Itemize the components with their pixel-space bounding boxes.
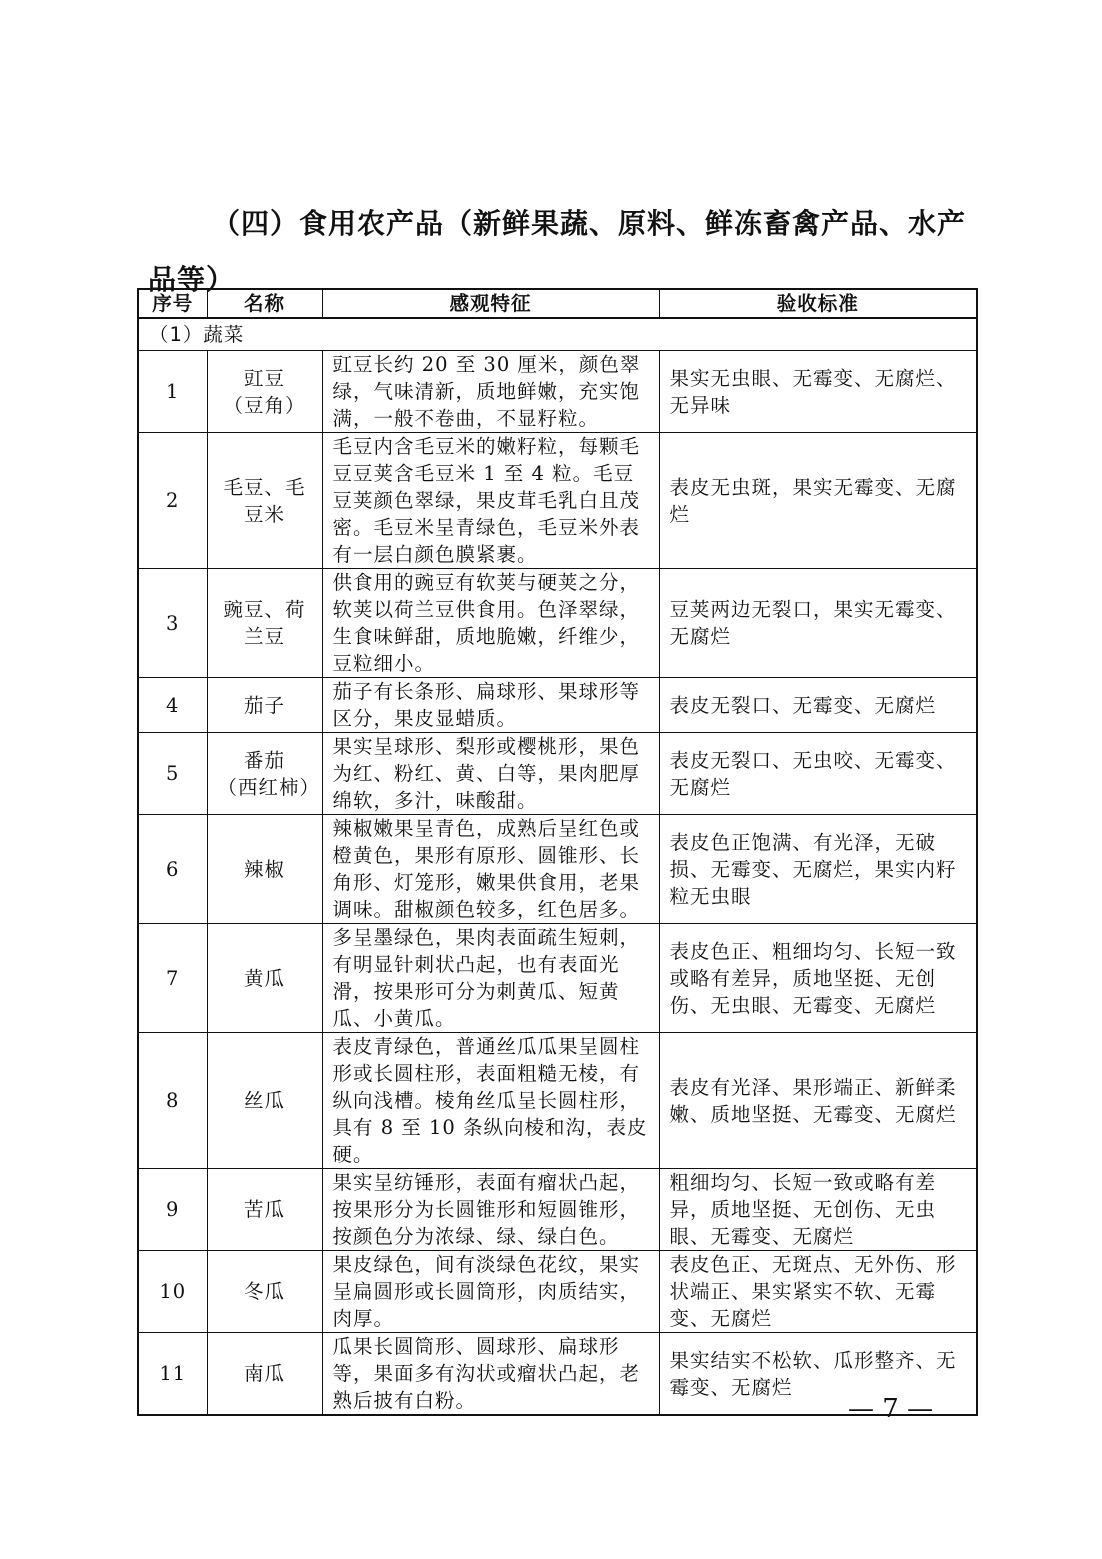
row-name-line: 豆米 — [243, 502, 285, 526]
row-name-line: 冬瓜 — [243, 1280, 285, 1303]
table-row — [138, 924, 977, 1033]
table-row — [138, 1251, 977, 1333]
row-number: 11 — [138, 1333, 207, 1416]
table-row — [138, 1169, 977, 1251]
row-standard: 表皮无裂口、无虫咬、无霉变、无腐烂 — [659, 733, 977, 815]
header-feature: 感观特征 — [322, 289, 659, 318]
row-number: 8 — [138, 1033, 207, 1169]
row-feature: 多呈墨绿色，果肉表面疏生短刺，有明显针刺状凸起，也有表面光滑，按果形可分为刺黄瓜、短黄瓜、小黄瓜。 — [322, 924, 659, 1033]
row-standard: 粗细均匀、长短一致或略有差异，质地坚挺、无创伤、无虫眼、无霉变、无腐烂 — [659, 1169, 977, 1251]
row-name — [207, 1169, 322, 1251]
row-name — [207, 433, 322, 569]
row-name-line: 毛豆、毛 — [223, 475, 306, 499]
header-standard: 验收标准 — [659, 289, 977, 318]
table-row — [138, 815, 977, 924]
row-feature: 辣椒嫩果呈青色，成熟后呈红色或橙黄色，果形有原形、圆锥形、长角形、灯笼形，嫩果供食用，老果调味。甜椒颜色较多，红色居多。 — [322, 815, 659, 924]
row-standard: 表皮色正、无斑点、无外伤、形状端正、果实紧实不软、无霉变、无腐烂 — [659, 1251, 977, 1333]
row-name-line: 豌豆、荷 — [223, 598, 306, 621]
page-number: — 7 — — [848, 1394, 934, 1424]
row-feature: 茄子有长条形、扁球形、果球形等区分，果皮显蜡质。 — [322, 678, 659, 733]
acceptance-table — [137, 288, 978, 1416]
row-name — [207, 1251, 322, 1333]
row-number: 7 — [138, 924, 207, 1033]
row-number: 10 — [138, 1251, 207, 1333]
header-name: 名称 — [207, 289, 322, 318]
row-name — [207, 351, 322, 433]
table-row — [138, 569, 977, 678]
row-feature: 供食用的豌豆有软荚与硬荚之分，软荚以荷兰豆供食用。色泽翠绿，生食味鲜甜，质地脆嫩，纤维少，豆粒细小。 — [322, 569, 659, 678]
row-feature: 果实呈纺锤形，表面有瘤状凸起，按果形分为长圆锥形和短圆锥形，按颜色分为浓绿、绿、绿白色。 — [322, 1169, 659, 1251]
table-row — [138, 433, 977, 569]
row-number: 1 — [138, 351, 207, 433]
row-standard: 豆荚两边无裂口，果实无霉变、无腐烂 — [659, 569, 977, 678]
row-feature: 果实呈球形、梨形或樱桃形，果色为红、粉红、黄、白等，果肉肥厚绵软，多汁，味酸甜。 — [322, 733, 659, 815]
table-row — [138, 351, 977, 433]
header-no: 序号 — [138, 289, 207, 318]
table-row — [138, 1033, 977, 1169]
row-feature: 豇豆长约 20 至 30 厘米，颜色翠绿，气味清新，质地鲜嫩，充实饱满，一般不卷曲，不显籽粒。 — [322, 351, 659, 433]
row-name — [207, 569, 322, 678]
row-number: 6 — [138, 815, 207, 924]
row-name-line: （西红柿） — [217, 775, 321, 799]
row-feature: 果皮绿色，间有淡绿色花纹，果实呈扁圆形或长圆筒形，肉质结实，肉厚。 — [322, 1251, 659, 1333]
row-name-line: 番茄 — [243, 748, 285, 772]
row-standard: 表皮无虫斑，果实无霉变、无腐烂 — [659, 433, 977, 569]
row-number: 9 — [138, 1169, 207, 1251]
row-number: 4 — [138, 678, 207, 733]
row-standard: 表皮色正饱满、有光泽，无破损、无霉变、无腐烂，果实内籽粒无虫眼 — [659, 815, 977, 924]
row-name-line: 豇豆 — [243, 366, 285, 390]
row-standard: 果实无虫眼、无霉变、无腐烂、无异味 — [659, 351, 977, 433]
row-name — [207, 924, 322, 1033]
table-row — [138, 733, 977, 815]
row-name-line: 茄子 — [243, 693, 285, 717]
section-heading-line1: （四）食用农产品（新鲜果蔬、原料、鲜冻畜禽产品、水产 — [212, 207, 967, 240]
row-name — [207, 678, 322, 733]
row-name-line: 辣椒 — [243, 857, 285, 881]
row-name-line: 苦瓜 — [243, 1198, 285, 1221]
row-name — [207, 733, 322, 815]
section-heading-line2: 品等） — [148, 263, 236, 296]
row-name-line: （豆角） — [223, 393, 306, 417]
row-standard: 果实结实不松软、瓜形整齐、无霉变、无腐烂 — [659, 1333, 977, 1416]
row-name-line: 黄瓜 — [243, 966, 285, 990]
row-number: 5 — [138, 733, 207, 815]
row-feature: 毛豆内含毛豆米的嫩籽粒，每颗毛豆豆荚含毛豆米 1 至 4 粒。毛豆豆荚颜色翠绿，果皮茸毛乳白且茂密。毛豆米呈青绿色，毛豆米外表有一层白颜色膜紧裹。 — [322, 433, 659, 569]
section-label: （1）蔬菜 — [138, 318, 977, 351]
row-feature: 表皮青绿色，普通丝瓜瓜果呈圆柱形或长圆柱形，表面粗糙无棱，有纵向浅槽。棱角丝瓜呈长圆柱形，具有 8 至 10 条纵向棱和沟，表皮硬。 — [322, 1033, 659, 1169]
row-name — [207, 1033, 322, 1169]
row-number: 3 — [138, 569, 207, 678]
row-name — [207, 815, 322, 924]
row-feature: 瓜果长圆筒形、圆球形、扁球形等，果面多有沟状或瘤状凸起，老熟后披有白粉。 — [322, 1333, 659, 1416]
row-standard: 表皮色正、粗细均匀、长短一致或略有差异，质地坚挺、无创伤、无虫眼、无霉变、无腐烂 — [659, 924, 977, 1033]
section-row — [138, 318, 977, 351]
row-name-line: 丝瓜 — [243, 1089, 285, 1112]
row-number: 2 — [138, 433, 207, 569]
table-header-row — [138, 289, 977, 318]
row-standard: 表皮无裂口、无霉变、无腐烂 — [659, 678, 977, 733]
row-name-line: 兰豆 — [243, 625, 285, 648]
row-name-line: 南瓜 — [243, 1362, 285, 1385]
table-row — [138, 678, 977, 733]
row-standard: 表皮有光泽、果形端正、新鲜柔嫩、质地坚挺、无霉变、无腐烂 — [659, 1033, 977, 1169]
row-name — [207, 1333, 322, 1416]
